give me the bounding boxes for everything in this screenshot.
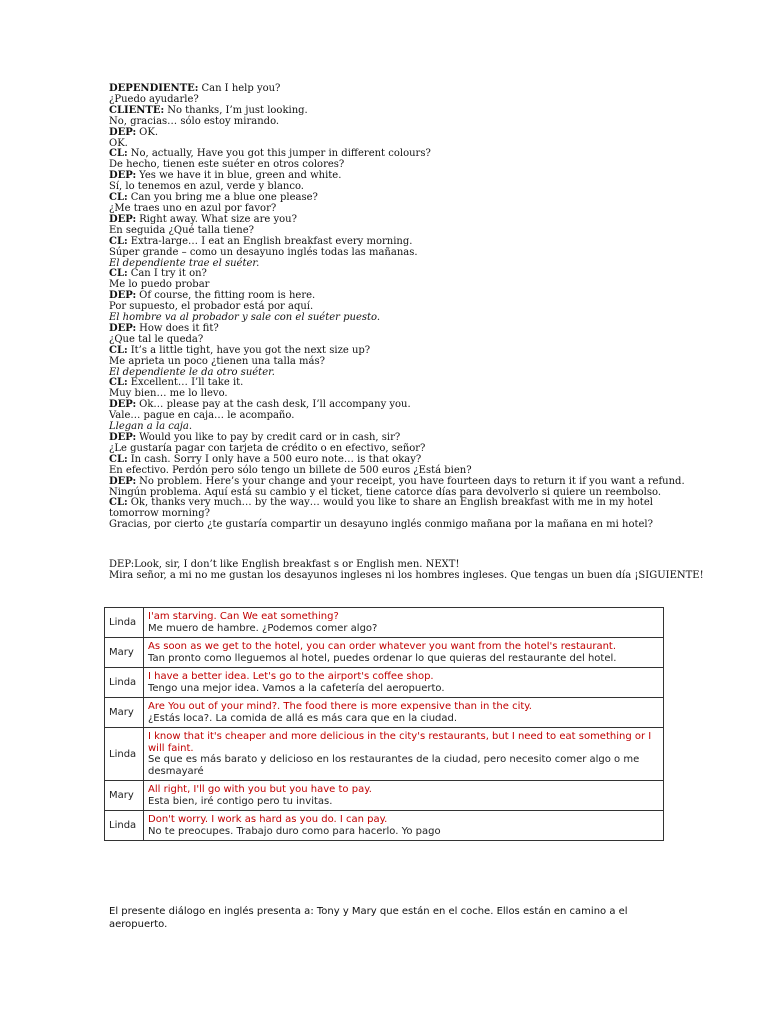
dialogue-text: Vale… pague en caja… le acompaño. <box>109 410 295 422</box>
dialogue-text: Me aprieta un poco ¿tienen una talla más? <box>109 355 325 367</box>
dialogue-text: No problem. Here’s your change and your receipt, you have fourteen days to return it if you want a refund. <box>139 475 685 487</box>
speaker-label: CL: <box>109 377 128 389</box>
dialogue-line <box>109 498 669 520</box>
dialogue-text: OK. <box>139 126 159 138</box>
speaker-label: CL: <box>109 148 128 160</box>
speaker-cell: Linda <box>105 608 144 638</box>
speaker-label: DEP: <box>109 213 137 225</box>
speaker-label: DEPENDIENTE: <box>109 83 199 94</box>
spanish-line: Me muero de hambre. ¿Podemos comer algo? <box>148 622 378 634</box>
dialogue-text: In cash. Sorry I only have a 500 euro note… is that okay? <box>130 453 422 465</box>
speaker-cell: Linda <box>105 811 144 841</box>
speaker-label: CL: <box>109 268 128 280</box>
footer-paragraph: El presente diálogo en inglés presenta a: Tony y Mary que están en el coche. Ellos están en camino a el aeropuerto. <box>109 906 628 930</box>
english-line: I have a better idea. Let's go to the airport's coffee shop. <box>148 671 434 682</box>
dialogue-text: How does it fit? <box>139 322 219 334</box>
line-cell <box>144 781 664 811</box>
speaker-label: CL: <box>109 235 128 247</box>
line-cell <box>144 668 664 698</box>
dialogue-text: Extra-large… I eat an English breakfast every morning. <box>130 235 413 247</box>
dialogue-text: Ningún problema. Aquí está su cambio y el ticket, tiene catorce días para devolverlo si quiere un reembolso. <box>109 486 662 498</box>
table-row <box>105 811 664 841</box>
speaker-cell: Mary <box>105 698 144 728</box>
shop-dialogue <box>109 83 685 531</box>
speaker-label: DEP: <box>109 126 137 138</box>
table-row <box>105 698 664 728</box>
english-line: All right, I'll go with you but you have to pay. <box>148 784 372 795</box>
english-line: Don't worry. I work as hard as you do. I can pay. <box>148 814 388 825</box>
speaker-label: DEP: <box>109 559 135 570</box>
dialogue-line <box>109 411 669 422</box>
dialogue-text: OK. <box>109 137 128 149</box>
speaker-label: DEP: <box>109 432 137 443</box>
table-row <box>105 638 664 668</box>
dialogue-line <box>109 520 669 531</box>
dialogue-text: Look, sir, I don’t like English breakfast s or English men. NEXT! <box>134 559 460 570</box>
dialogue-text: Muy bien… me lo llevo. <box>109 388 228 400</box>
dialogue-text: No, actually, Have you got this jumper in different colours? <box>130 148 431 160</box>
speaker-cell: Mary <box>105 638 144 668</box>
dialogue-text: Can I help you? <box>201 83 281 94</box>
conversation-table <box>104 607 664 841</box>
speaker-label: CL: <box>109 497 128 509</box>
dialogue-text: Right away. What size are you? <box>139 213 297 225</box>
english-line: I'am starving. Can We eat something? <box>148 611 339 622</box>
table-row <box>105 668 664 698</box>
dialogue-text: Gracias, por cierto ¿te gustaría compartir un desayuno inglés conmigo mañana por la mañana en mi hotel? <box>109 519 653 531</box>
dialogue-line <box>109 128 669 139</box>
dialogue-text: De hecho, tienen este suéter en otros colores? <box>109 159 345 171</box>
speaker-label: CL: <box>109 344 128 356</box>
spanish-line: Se que es más barato y delicioso en los restaurantes de la ciudad, pero necesito comer algo o me desmayaré <box>148 754 640 777</box>
spanish-line: Tengo una mejor idea. Vamos a la cafetería del aeropuerto. <box>148 682 445 694</box>
speaker-label: DEP: <box>109 399 137 411</box>
dialogue-text: Of course, the fitting room is here. <box>139 290 316 302</box>
dialogue-text: Ok, thanks very much… by the way… would you like to share an English breakfast with me in my hotel tomorrow morning? <box>109 497 653 520</box>
speaker-label: DEP: <box>109 170 137 182</box>
closing-lines <box>109 559 704 582</box>
table-row <box>105 781 664 811</box>
dialogue-text: Sí, lo tenemos en azul, verde y blanco. <box>109 181 304 193</box>
dialogue-text: Can you bring me a blue one please? <box>130 192 318 204</box>
dialogue-text: Súper grande – como un desayuno inglés todas las mañanas. <box>109 246 418 258</box>
dialogue-text: Can I try it on? <box>130 268 207 280</box>
speaker-label: CLIENTE: <box>109 104 165 116</box>
line-cell <box>144 811 664 841</box>
speaker-label: DEP: <box>109 322 137 334</box>
dialogue-text: Yes we have it in blue, green and white. <box>139 170 342 182</box>
dialogue-text: En efectivo. Perdón pero sólo tengo un billete de 500 euros ¿Está bien? <box>109 464 472 476</box>
dialogue-text: El dependiente trae el suéter. <box>109 257 260 269</box>
speaker-cell: Mary <box>105 781 144 811</box>
speaker-label: DEP: <box>109 475 137 487</box>
dialogue-text: Por supuesto, el probador está por aquí. <box>109 301 314 313</box>
line-cell <box>144 608 664 638</box>
dialogue-text: ¿Que tal le queda? <box>109 333 204 345</box>
table-row <box>105 608 664 638</box>
dialogue-text: It’s a little tight, have you got the next size up? <box>130 344 371 356</box>
english-line: As soon as we get to the hotel, you can order whatever you want from the hotel's restaurant. <box>148 641 617 652</box>
speaker-cell: Linda <box>105 668 144 698</box>
dialogue-text: El hombre va al probador y sale con el suéter puesto. <box>109 312 381 324</box>
spanish-line: Tan pronto como lleguemos al hotel, puedes ordenar lo que quieras del restaurante del hotel. <box>148 652 617 664</box>
dialogue-text: Ok… please pay at the cash desk, I’ll accompany you. <box>139 399 411 411</box>
dialogue-text: Llegan a la caja. <box>109 421 193 433</box>
table-row <box>105 728 664 781</box>
spanish-line: No te preocupes. Trabajo duro como para hacerlo. Yo pago <box>148 825 441 837</box>
speaker-cell: Linda <box>105 728 144 781</box>
dialogue-line <box>109 117 669 128</box>
line-cell <box>144 728 664 781</box>
dialogue-text: Would you like to pay by credit card or in cash, sir? <box>139 432 401 443</box>
dialogue-line: Mira señor, a mi no me gustan los desayunos ingleses ni los hombres ingleses. Que tengas un buen día ¡SIGUIENTE! <box>109 569 704 581</box>
dialogue-text: No, gracias… sólo estoy mirando. <box>109 115 280 127</box>
dialogue-text: ¿Puedo ayudarle? <box>109 93 199 105</box>
dialogue-text: El dependiente le da otro suéter. <box>109 366 275 378</box>
dialogue-text: ¿Me traes uno en azul por favor? <box>109 202 277 214</box>
dialogue-text: ¿Le gustaría pagar con tarjeta de crédito o en efectivo, señor? <box>109 442 426 454</box>
speaker-label: CL: <box>109 453 128 465</box>
english-line: I know that it's cheaper and more delicious in the city's restaurants, but I need to eat something or I will faint. <box>148 731 652 754</box>
dialogue-text: No thanks, I’m just looking. <box>167 104 308 116</box>
dialogue-text: En seguida ¿Qué talla tiene? <box>109 224 255 236</box>
spanish-line: Esta bien, iré contigo pero tu invitas. <box>148 795 333 807</box>
line-cell <box>144 638 664 668</box>
spanish-line: ¿Estás loca?. La comida de allá es más cara que en la ciudad. <box>148 712 458 724</box>
speaker-label: CL: <box>109 192 128 204</box>
dialogue-text: Excellent… I’ll take it. <box>130 377 244 389</box>
speaker-label: DEP: <box>109 290 137 302</box>
english-line: Are You out of your mind?. The food there is more expensive than in the city. <box>148 701 532 712</box>
dialogue-text: Me lo puedo probar <box>109 279 210 291</box>
line-cell <box>144 698 664 728</box>
